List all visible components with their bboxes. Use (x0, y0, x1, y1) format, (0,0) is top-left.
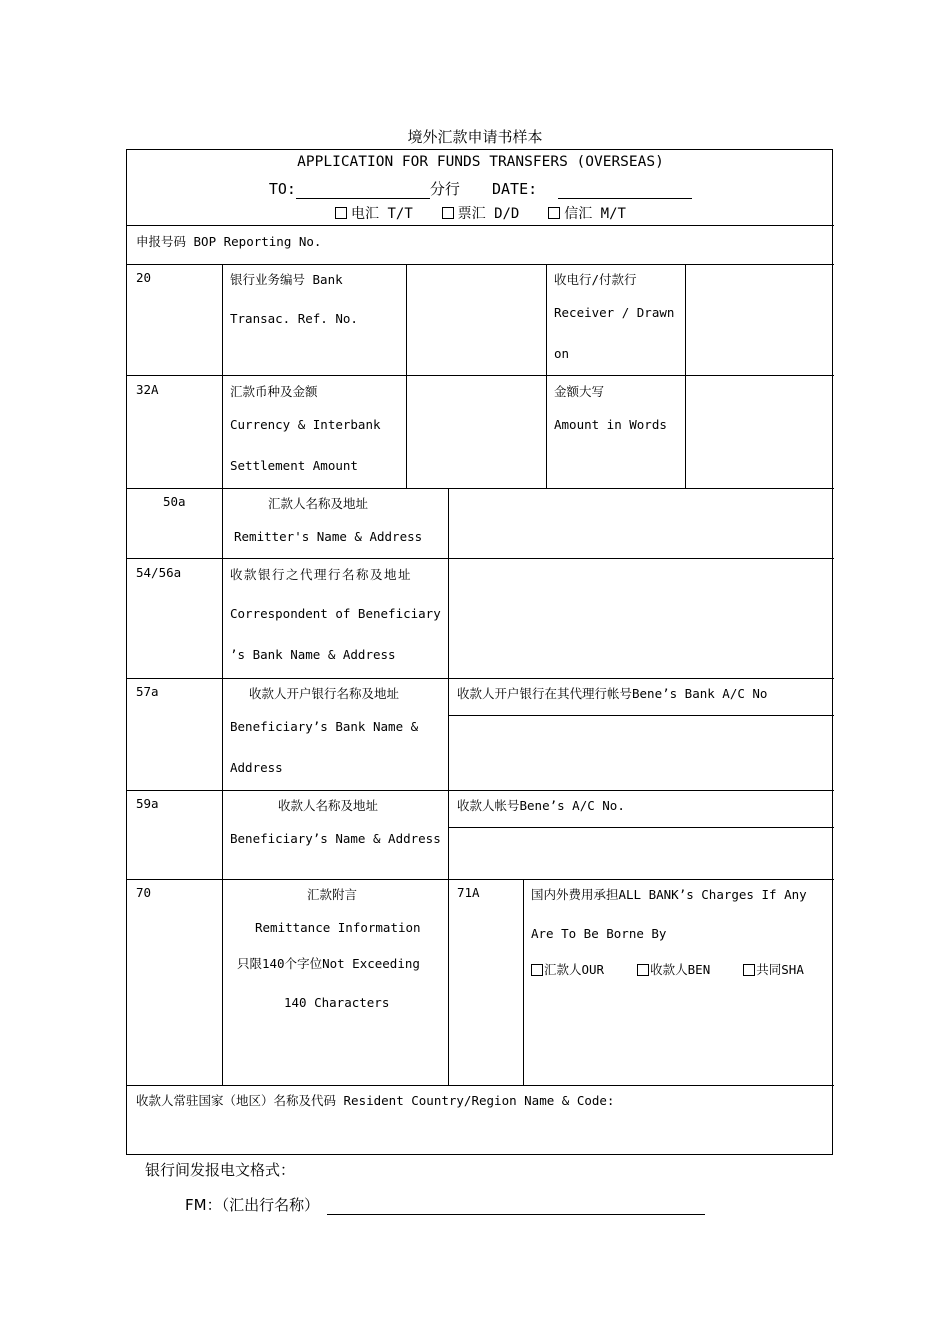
charges-label: 国内外费用承担ALL BANK’s Charges If Any (531, 887, 807, 902)
charge-our-option[interactable]: 汇款人OUR (531, 962, 604, 977)
divider (448, 488, 449, 1085)
bene-account-field[interactable] (450, 829, 832, 877)
currency-label-en: Currency & Interbank (230, 417, 381, 432)
bank-ref-label: 银行业务编号 Bank (230, 272, 343, 287)
beneficiary-bank-label: 收款人开户银行名称及地址 (249, 686, 400, 701)
bene-bank-account-field[interactable] (450, 717, 832, 788)
divider (127, 879, 834, 880)
interbank-format-label: 银行间发报电文格式： (145, 1161, 296, 1179)
divider (127, 558, 834, 559)
divider (448, 827, 834, 828)
divider (523, 879, 524, 1085)
amount-words-label-en: Amount in Words (554, 417, 667, 432)
divider (127, 790, 834, 791)
charges-label2: Are To Be Borne By (531, 926, 667, 941)
divider (127, 1085, 834, 1086)
to-field[interactable] (296, 182, 430, 199)
divider (406, 264, 407, 488)
remittance-info-label: 汇款附言 (307, 887, 358, 902)
divider (222, 264, 223, 1085)
branch-label: 分行 (429, 180, 460, 198)
divider (127, 678, 834, 679)
to-date-line (127, 178, 834, 199)
char-limit-label: 只限140个字位Not Exceeding (237, 956, 420, 971)
divider (685, 264, 686, 488)
checkbox-icon (548, 207, 560, 219)
bop-label: 申报号码 BOP Reporting No. (136, 234, 322, 249)
remitter-label-en: Remitter's Name & Address (234, 529, 423, 544)
checkbox-icon (531, 964, 543, 976)
correspondent-label-en2: ’s Bank Name & Address (230, 647, 396, 662)
receiver-label-en2: on (554, 346, 570, 361)
application-form (126, 149, 833, 1155)
divider (546, 264, 547, 488)
beneficiary-label-en: Beneficiary’s Name & Address (230, 831, 441, 846)
divider (127, 225, 834, 226)
checkbox-icon (335, 207, 347, 219)
fm-label: FM：（汇出行名称） (185, 1196, 320, 1214)
bene-account-label: 收款人帐号Bene’s A/C No. (457, 798, 625, 813)
dd-option[interactable]: 票汇 D/D (442, 206, 520, 222)
remitter-field[interactable] (450, 490, 832, 556)
code-70: 70 (136, 885, 152, 900)
correspondent-label: 收款银行之代理行名称及地址 (230, 567, 413, 582)
remitter-label: 汇款人名称及地址 (268, 496, 369, 511)
code-57a: 57a (136, 684, 159, 699)
code-20: 20 (136, 270, 152, 285)
fm-line (185, 1194, 705, 1215)
checkbox-icon (743, 964, 755, 976)
document-title: 境外汇款申请书样本 (407, 128, 543, 146)
receiver-label: 收电行/付款行 (554, 272, 637, 287)
divider (127, 488, 834, 489)
checkbox-icon (442, 207, 454, 219)
currency-label: 汇款币种及金额 (230, 384, 318, 399)
divider (448, 715, 834, 716)
bene-bank-account-label: 收款人开户银行在其代理行帐号Bene’s Bank A/C No (457, 686, 768, 701)
remittance-info-label-en: Remittance Information (255, 920, 421, 935)
resident-country-field[interactable] (129, 1112, 832, 1152)
amount-words-field[interactable] (687, 377, 832, 486)
to-label: TO: (268, 180, 296, 198)
correspondent-field[interactable] (450, 560, 832, 676)
charge-ben-option[interactable]: 收款人BEN (637, 962, 710, 977)
checkbox-icon (637, 964, 649, 976)
char-limit-label2: 140 Characters (284, 995, 390, 1010)
code-71a: 71A (457, 885, 480, 900)
beneficiary-label: 收款人名称及地址 (278, 798, 379, 813)
bank-ref-label-en: Transac. Ref. No. (230, 311, 358, 326)
code-50a: 50a (163, 494, 186, 509)
code-5456a: 54/56a (136, 565, 182, 580)
code-59a: 59a (136, 796, 159, 811)
date-field[interactable] (558, 182, 692, 199)
charge-sha-option[interactable]: 共同SHA (743, 962, 804, 977)
resident-country-label: 收款人常驻国家（地区）名称及代码 Resident Country/Region Name & Code: (136, 1093, 615, 1108)
charges-options (531, 960, 804, 978)
receiver-label-en: Receiver / Drawn (554, 305, 675, 320)
amount-words-label: 金额大写 (554, 384, 605, 399)
form-title: APPLICATION FOR FUNDS TRANSFERS (OVERSEAS) (297, 154, 664, 170)
code-32a: 32A (136, 382, 159, 397)
date-label: DATE: (491, 180, 538, 198)
currency-label-en2: Settlement Amount (230, 458, 358, 473)
mt-option[interactable]: 信汇 M/T (548, 206, 626, 222)
method-options (127, 203, 834, 223)
receiver-field[interactable] (687, 266, 832, 374)
divider (127, 264, 834, 265)
tt-option[interactable]: 电汇 T/T (335, 206, 413, 222)
beneficiary-bank-label-en2: Address (230, 760, 283, 775)
correspondent-label-en: Correspondent of Beneficiary (230, 606, 441, 621)
fm-field[interactable] (327, 1196, 705, 1215)
bank-ref-field[interactable] (408, 266, 544, 486)
beneficiary-bank-label-en: Beneficiary’s Bank Name & (230, 719, 419, 734)
